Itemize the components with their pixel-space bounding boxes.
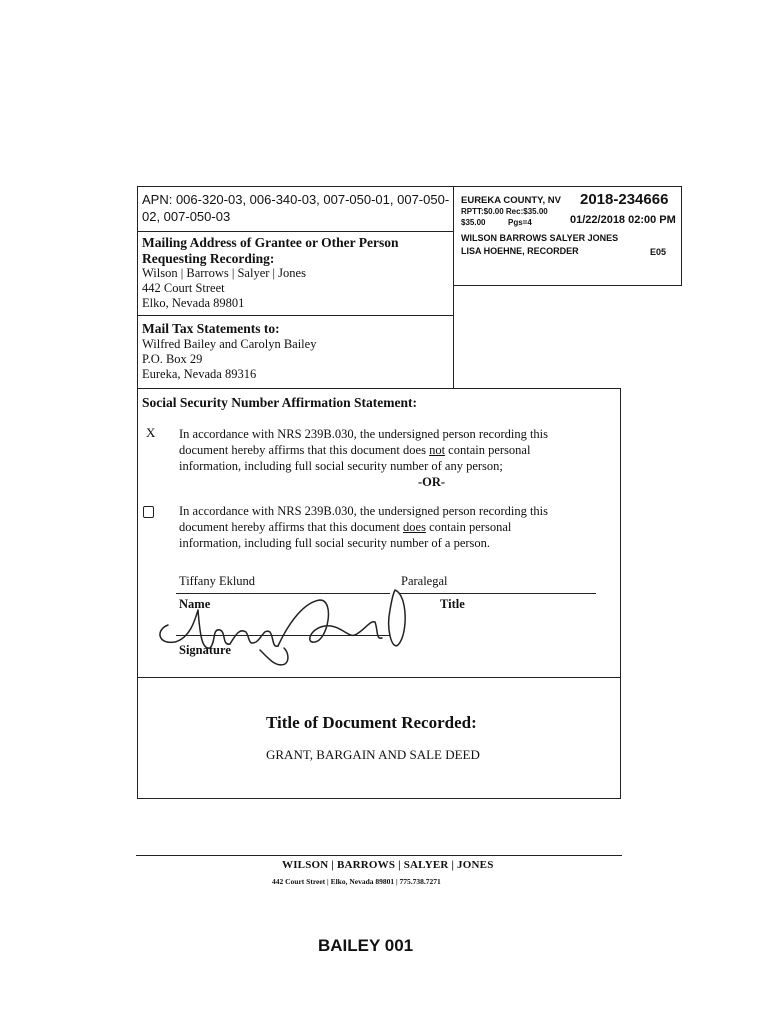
mailing-line-2: 442 Court Street: [142, 281, 225, 295]
title-label: Title: [440, 597, 465, 611]
apn-line-1: APN: 006-320-03, 006-340-03, 007-050-01, 007-050-: [142, 192, 450, 207]
bates-number: BAILEY 001: [318, 936, 414, 955]
tax-line-2: P.O. Box 29: [142, 352, 203, 366]
signature-label: Signature: [179, 643, 231, 657]
ssn-option-1-line-3: information, including full social security number of any person;: [179, 459, 503, 473]
ssn-option-2-line-2: document hereby affirms that this document does contain personal: [179, 520, 512, 534]
footer-rule: [136, 855, 622, 856]
apn-line-2: 02, 007-050-03: [142, 209, 231, 224]
name-value: Tiffany Eklund: [179, 574, 256, 588]
recorder-county: EUREKA COUNTY, NV: [461, 195, 561, 206]
mailing-line-3: Elko, Nevada 89801: [142, 296, 245, 310]
recorder-datetime: 01/22/2018 02:00 PM: [570, 214, 676, 226]
title-section-left-border: [137, 677, 138, 799]
mailing-heading-2: Requesting Recording:: [142, 251, 275, 266]
footer-firm: WILSON | BARROWS | SALYER | JONES: [282, 859, 494, 871]
recorder-pages: Pgs=4: [508, 218, 532, 227]
ssn-heading: Social Security Number Affirmation Statement:: [142, 395, 417, 410]
title-section-divider: [137, 677, 621, 678]
checkbox-icon: [143, 506, 154, 518]
mailing-heading-1: Mailing Address of Grantee or Other Person: [142, 235, 399, 250]
document-title-value: GRANT, BARGAIN AND SALE DEED: [266, 747, 480, 762]
recorder-doc-number: 2018-234666: [580, 191, 669, 208]
recorder-submitter: WILSON BARROWS SALYER JONES: [461, 233, 619, 243]
footer-address: 442 Court Street | Elko, Nevada 89801 | 775.738.7271: [272, 877, 441, 886]
ssn-option-1-mark: X: [146, 425, 156, 440]
tax-heading: Mail Tax Statements to:: [142, 321, 280, 336]
mailing-line-1: Wilson | Barrows | Salyer | Jones: [142, 266, 306, 280]
ssn-option-1-line-2: document hereby affirms that this document does not contain personal: [179, 443, 531, 457]
tax-line-3: Eureka, Nevada 89316: [142, 367, 257, 381]
tax-line-1: Wilfred Bailey and Carolyn Bailey: [142, 337, 317, 351]
title-value: Paralegal: [401, 574, 448, 588]
recorder-code: E05: [650, 247, 667, 257]
title-underline: [400, 593, 596, 594]
title-section-bottom-border: [137, 798, 621, 799]
handwritten-signature: [150, 580, 410, 670]
recorder-fees: RPTT:$0.00 Rec:$35.00: [461, 207, 548, 216]
ssn-option-2-line-1: In accordance with NRS 239B.030, the undersigned person recording this: [179, 504, 549, 518]
ssn-or: -OR-: [418, 475, 446, 489]
recorder-fee-total: $35.00: [461, 218, 486, 227]
ssn-option-2-line-3: information, including full social security number of a person.: [179, 536, 491, 550]
recorder-name: LISA HOEHNE, RECORDER: [461, 246, 579, 256]
name-label: Name: [179, 597, 211, 611]
document-title-heading: Title of Document Recorded:: [266, 713, 477, 732]
ssn-option-1-line-1: In accordance with NRS 239B.030, the undersigned person recording this: [179, 427, 549, 441]
title-section-right-border: [620, 677, 621, 799]
